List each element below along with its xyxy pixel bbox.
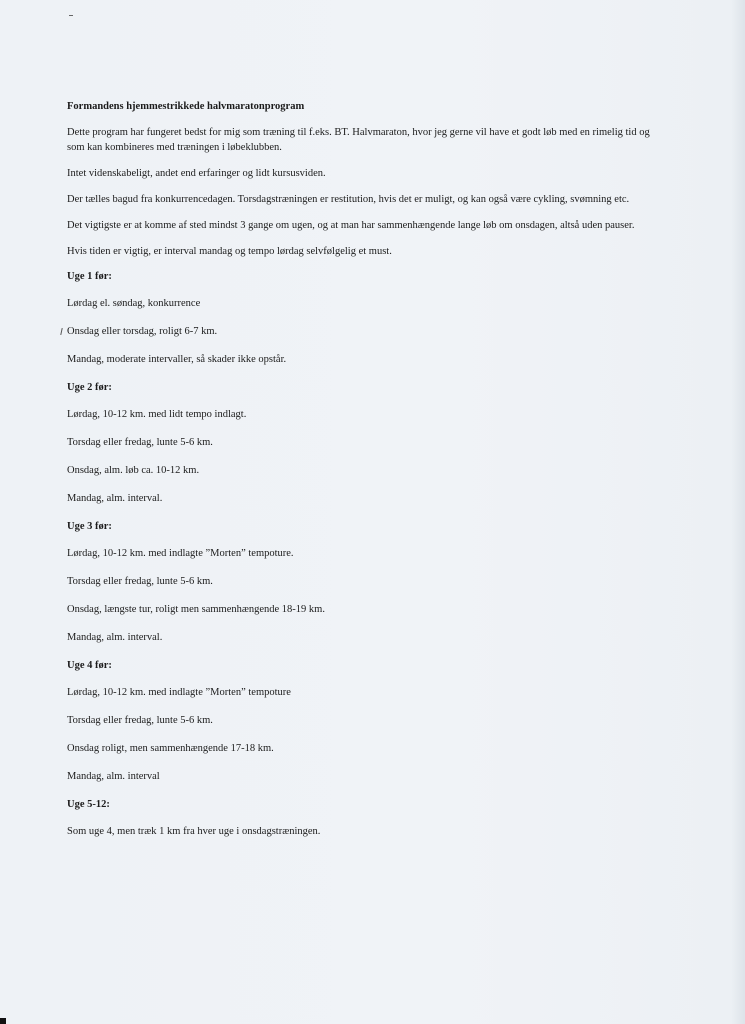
training-item: Torsdag eller fredag, lunte 5-6 km. <box>67 576 213 587</box>
week-heading: Uge 3 før: <box>67 521 112 532</box>
training-item: Som uge 4, men træk 1 km fra hver uge i onsdagstræningen. <box>67 826 321 837</box>
training-item: Onsdag, alm. løb ca. 10-12 km. <box>67 465 200 476</box>
scan-speck <box>69 15 73 16</box>
scan-corner-mark <box>0 1018 6 1024</box>
training-item: Lørdag, 10-12 km. med lidt tempo indlagt. <box>67 409 247 420</box>
training-item: Mandag, moderate intervaller, så skader ikke opstår. <box>67 354 287 365</box>
intro-paragraph: Der tælles bagud fra konkurrencedagen. Torsdagstræningen er restitution, hvis det er muligt, og kan også være cykling, svømning etc. <box>67 194 630 205</box>
intro-paragraph: Dette program har fungeret bedst for mig som træning til f.eks. BT. Halvmaraton, hvor jeg gerne vil have et godt løb med en rimelig tid og som kan kombineres med træningen i løbeklubben. <box>67 127 650 153</box>
week-section-1 <box>67 270 667 367</box>
week-heading: Uge 2 før: <box>67 382 112 393</box>
week-section-5-12 <box>67 798 667 839</box>
week-heading: Uge 5-12: <box>67 799 110 810</box>
page-edge-shadow <box>731 0 745 1024</box>
training-item: Torsdag eller fredag, lunte 5-6 km. <box>67 715 213 726</box>
document-title: Formandens hjemmestrikkede halvmaratonprogram <box>67 101 305 112</box>
training-item: Lørdag, 10-12 km. med indlagte ”Morten” tempoture. <box>67 548 294 559</box>
training-item: Mandag, alm. interval. <box>67 632 163 643</box>
document-body <box>67 100 667 853</box>
training-item: Lørdag, 10-12 km. med indlagte ”Morten” tempoture <box>67 687 291 698</box>
week-heading: Uge 1 før: <box>67 271 112 282</box>
training-item: Mandag, alm. interval <box>67 771 160 782</box>
intro-paragraph: Intet videnskabeligt, andet end erfaringer og lidt kursusviden. <box>67 168 326 179</box>
week-section-3 <box>67 520 667 645</box>
training-item: Mandag, alm. interval. <box>67 493 163 504</box>
week-section-4 <box>67 659 667 784</box>
training-item: Onsdag eller torsdag, roligt 6-7 km. <box>67 326 218 337</box>
training-item: Onsdag, længste tur, roligt men sammenhængende 18-19 km. <box>67 604 325 615</box>
week-section-2 <box>67 381 667 506</box>
intro-paragraph: Hvis tiden er vigtig, er interval mandag og tempo lørdag selvfølgelig et must. <box>67 246 392 257</box>
week-heading: Uge 4 før: <box>67 660 112 671</box>
training-item: Lørdag el. søndag, konkurrence <box>67 298 201 309</box>
margin-pen-mark <box>60 328 62 335</box>
training-item: Onsdag roligt, men sammenhængende 17-18 km. <box>67 743 274 754</box>
training-item: Torsdag eller fredag, lunte 5-6 km. <box>67 437 213 448</box>
intro-paragraph: Det vigtigste er at komme af sted mindst 3 gange om ugen, og at man har sammenhængende lange løb om onsdagen, altså uden pauser. <box>67 220 635 231</box>
